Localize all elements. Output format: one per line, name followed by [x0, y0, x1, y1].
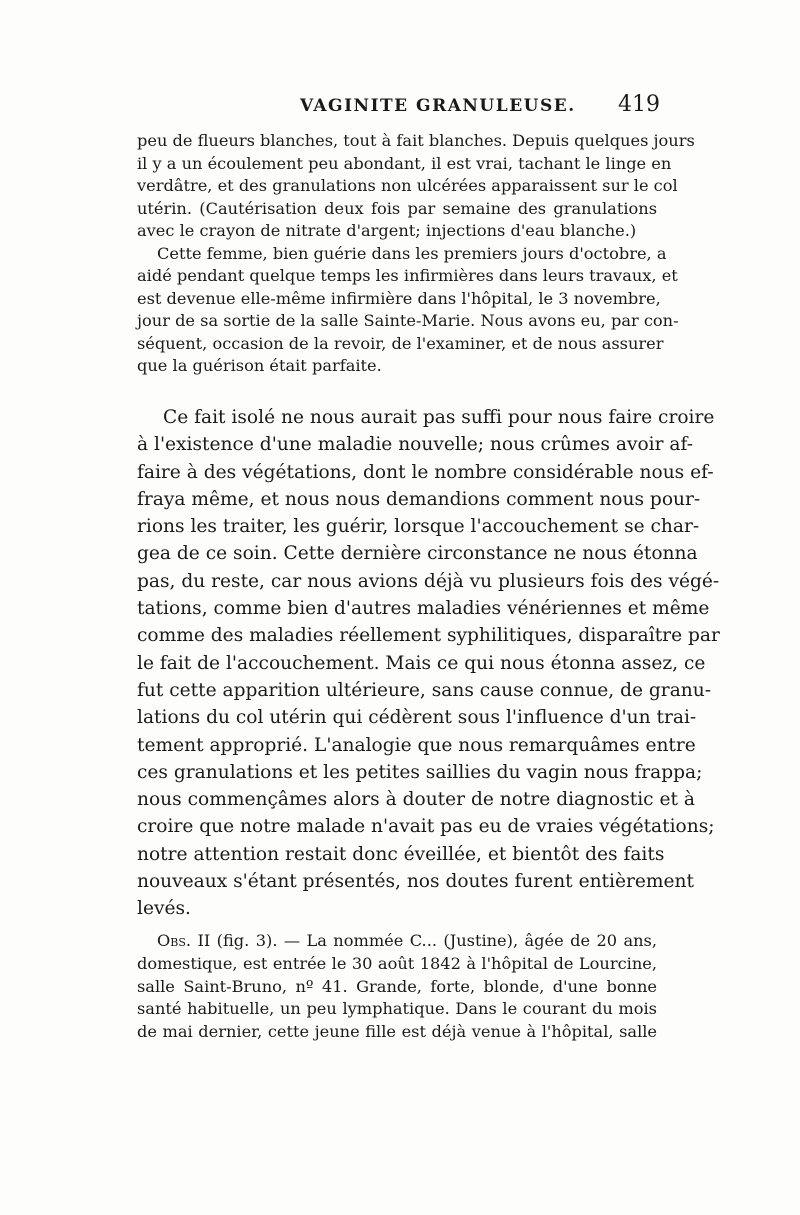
text-line: fraya même, et nous nous demandions comment nous pour- [137, 488, 701, 510]
text-line: tement approprié. L'analogie que nous remarquâmes entre [137, 734, 696, 756]
paragraph-continuation [137, 130, 695, 243]
text-line [137, 930, 657, 953]
paragraph-recovery [137, 243, 679, 378]
text-block-large [137, 404, 720, 923]
paragraph-discussion [137, 404, 720, 923]
text-line: ces granulations et les petites saillies du vagin nous frappa; [137, 761, 703, 783]
observation-label: Obs. II [157, 931, 211, 950]
text-line: faire à des végétations, dont le nombre considérable nous ef- [137, 461, 714, 483]
text-line: notre attention restait donc éveillée, et bientôt des faits [137, 843, 665, 865]
text-line: aidé pendant quelque temps les infirmières dans leurs travaux, et [137, 266, 678, 285]
text-line: il y a un écoulement peu abondant, il est vrai, tachant le linge en [137, 153, 672, 173]
text-line: nous commençâmes alors à douter de notre diagnostic et à [137, 789, 695, 811]
text-line: le fait de l'accouchement. Mais ce qui nous étonna assez, ce [137, 652, 706, 674]
text-line: gea de ce soin. Cette dernière circonstance ne nous étonna [137, 543, 698, 565]
text-line: domestique, est entrée le 30 août 1842 à l'hôpital de Lourcine, [137, 953, 657, 973]
page-number: 419 [618, 92, 660, 117]
observation-block [137, 930, 657, 1044]
text-line: de mai dernier, cette jeune fille est déjà venue à l'hôpital, salle [137, 1022, 657, 1042]
text-line: rions les traiter, les guérir, lorsque l'accouchement se char- [137, 516, 700, 538]
text-line: Cette femme, bien guérie dans les premiers jours d'octobre, a [157, 243, 667, 263]
text-block-small [137, 130, 695, 378]
text-line: avec le crayon de nitrate d'argent; injections d'eau blanche.) [137, 221, 637, 240]
text-line: jour de sa sortie de la salle Sainte-Marie. Nous avons eu, par con- [137, 311, 679, 330]
text-line: verdâtre, et des granulations non ulcérées apparaissent sur le col [137, 176, 678, 195]
text-line: salle Saint-Bruno, nº 41. Grande, forte, blonde, d'une bonne [137, 976, 657, 996]
text-line: lations du col utérin qui cédèrent sous l'influence d'un trai- [137, 707, 697, 729]
page-header [140, 92, 660, 122]
text-line: est devenue elle-même infirmière dans l'hôpital, le 3 novembre, [137, 288, 661, 308]
text-line: à l'existence d'une maladie nouvelle; nous crûmes avoir af- [137, 434, 694, 456]
text-line: croire que notre malade n'avait pas eu de vraies végétations; [137, 816, 715, 838]
text-line: santé habituelle, un peu lymphatique. Dans le courant du mois [137, 999, 657, 1019]
text-line: fut cette apparition ultérieure, sans cause connue, de granu- [137, 679, 712, 701]
text-line: Ce fait isolé ne nous aurait pas suffi pour nous faire croire [163, 407, 715, 428]
text-line: nouveaux s'étant présentés, nos doutes furent entièrement [137, 871, 694, 893]
text-line: que la guérison était parfaite. [137, 356, 382, 375]
text-line: peu de flueurs blanches, tout à fait blanches. Depuis quelques jours [137, 131, 695, 150]
text-line: séquent, occasion de la revoir, de l'examiner, et de nous assurer [137, 333, 664, 353]
text-line: utérin. (Cautérisation deux fois par semaine des granulations [137, 198, 657, 218]
observation-first-line: (fig. 3). — La nommée C... (Justine), âgée de 20 ans, [216, 931, 657, 950]
text-line: comme des maladies réellement syphilitiques, disparaître par [137, 625, 720, 647]
text-line: levés. [137, 898, 191, 920]
text-line: pas, du reste, car nous avions déjà vu plusieurs fois des végé- [137, 570, 720, 592]
text-line: tations, comme bien d'autres maladies vénériennes et même [137, 598, 710, 620]
running-title: VAGINITE GRANULEUSE. [300, 96, 576, 116]
